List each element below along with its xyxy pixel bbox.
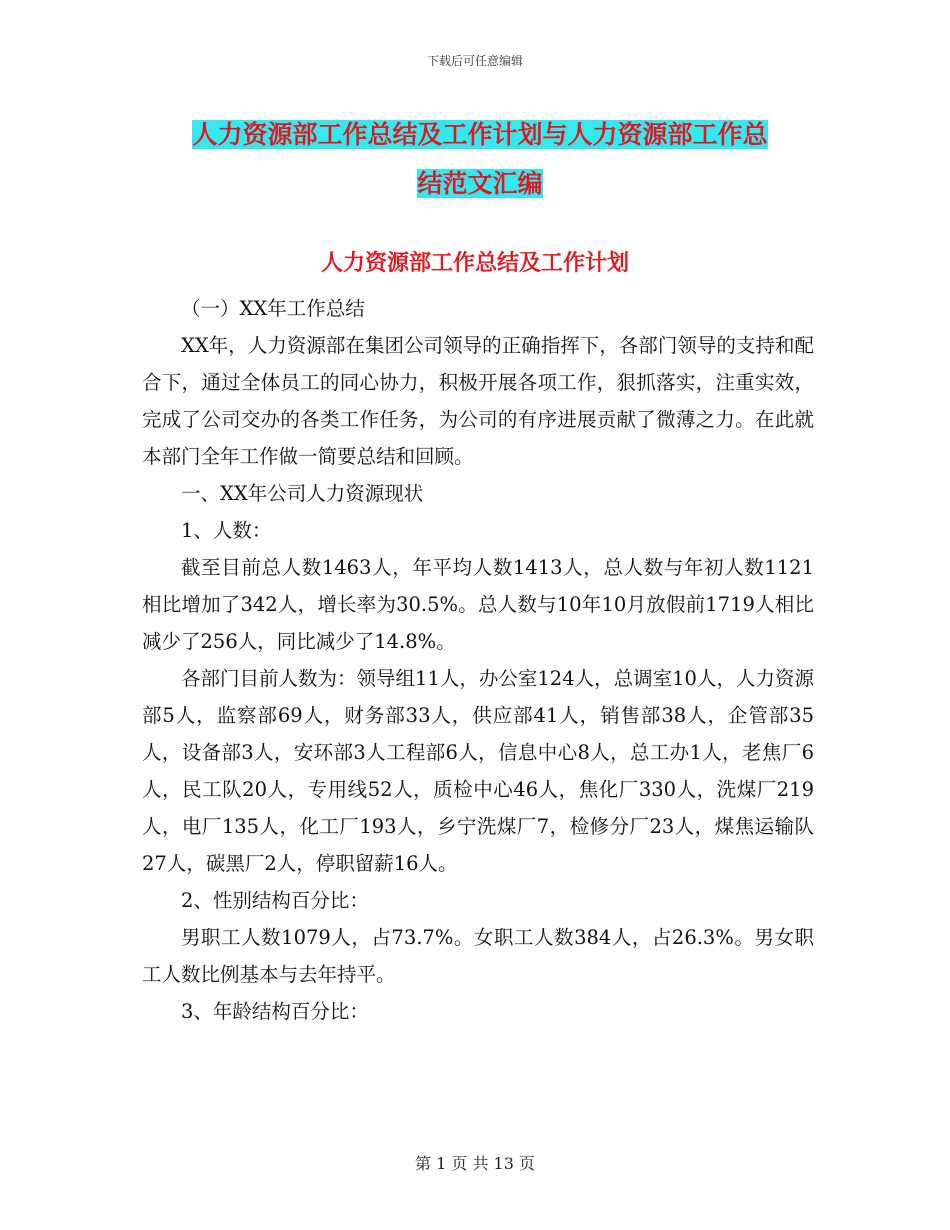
header-note: 下载后可任意编辑 xyxy=(426,54,523,68)
paragraph-gender-detail: 男职工人数1079人，占73.7%。女职工人数384人，占26.3%。男女职工人数比例基本与去年持平。 xyxy=(142,926,814,986)
document-title-line1: 人力资源部工作总结及工作计划与人力资源部工作总 xyxy=(192,120,768,149)
paragraph-work-summary-heading: （一）XX年工作总结 xyxy=(181,297,365,320)
paragraph-headcount-detail: 截至目前总人数1463人，年平均人数1413人，总人数与年初人数1121相比增加了342人，增长率为30.5%。总人数与10年10月放假前1719人相比减少了256人，同比减少了14.8%。 xyxy=(142,556,814,653)
paragraph-hr-status-heading: 一、XX年公司人力资源现状 xyxy=(181,482,424,505)
document-title xyxy=(140,110,820,208)
paragraph-headcount-heading: 1、人数： xyxy=(181,519,272,542)
paragraph-gender-heading: 2、性别结构百分比： xyxy=(181,889,369,912)
paragraph-intro: XX年，人力资源部在集团公司领导的正确指挥下，各部门领导的支持和配合下，通过全体员工的同心协力，积极开展各项工作，狠抓落实，注重实效，完成了公司交办的各类工作任务，为公司的有序进展贡献了微薄之力。在此就本部门全年工作做一简要总结和回顾。 xyxy=(142,334,814,468)
section-title: 人力资源部工作总结及工作计划 xyxy=(320,250,629,276)
page-footer: 第 1 页 共 13 页 xyxy=(415,1154,535,1173)
document-title-line2: 结范文汇编 xyxy=(417,169,543,198)
paragraph-department-headcount: 各部门目前人数为：领导组11人，办公室124人，总调室10人，人力资源部5人，监察部69人，财务部33人，供应部41人，销售部38人，企管部35人，设备部3人，安环部3人工程部6人，信息中心8人，总工办1人，老焦厂6人，民工队20人，专用线52人，质检中心46人，焦化厂330人，洗煤厂219人，电厂135人，化工厂193人，乡宁洗煤厂7，检修分厂23人，煤焦运输队27人，碳黑厂2人，停职留薪16人。 xyxy=(142,667,814,875)
document-body xyxy=(142,290,814,1030)
paragraph-age-heading: 3、年龄结构百分比： xyxy=(181,1000,369,1023)
